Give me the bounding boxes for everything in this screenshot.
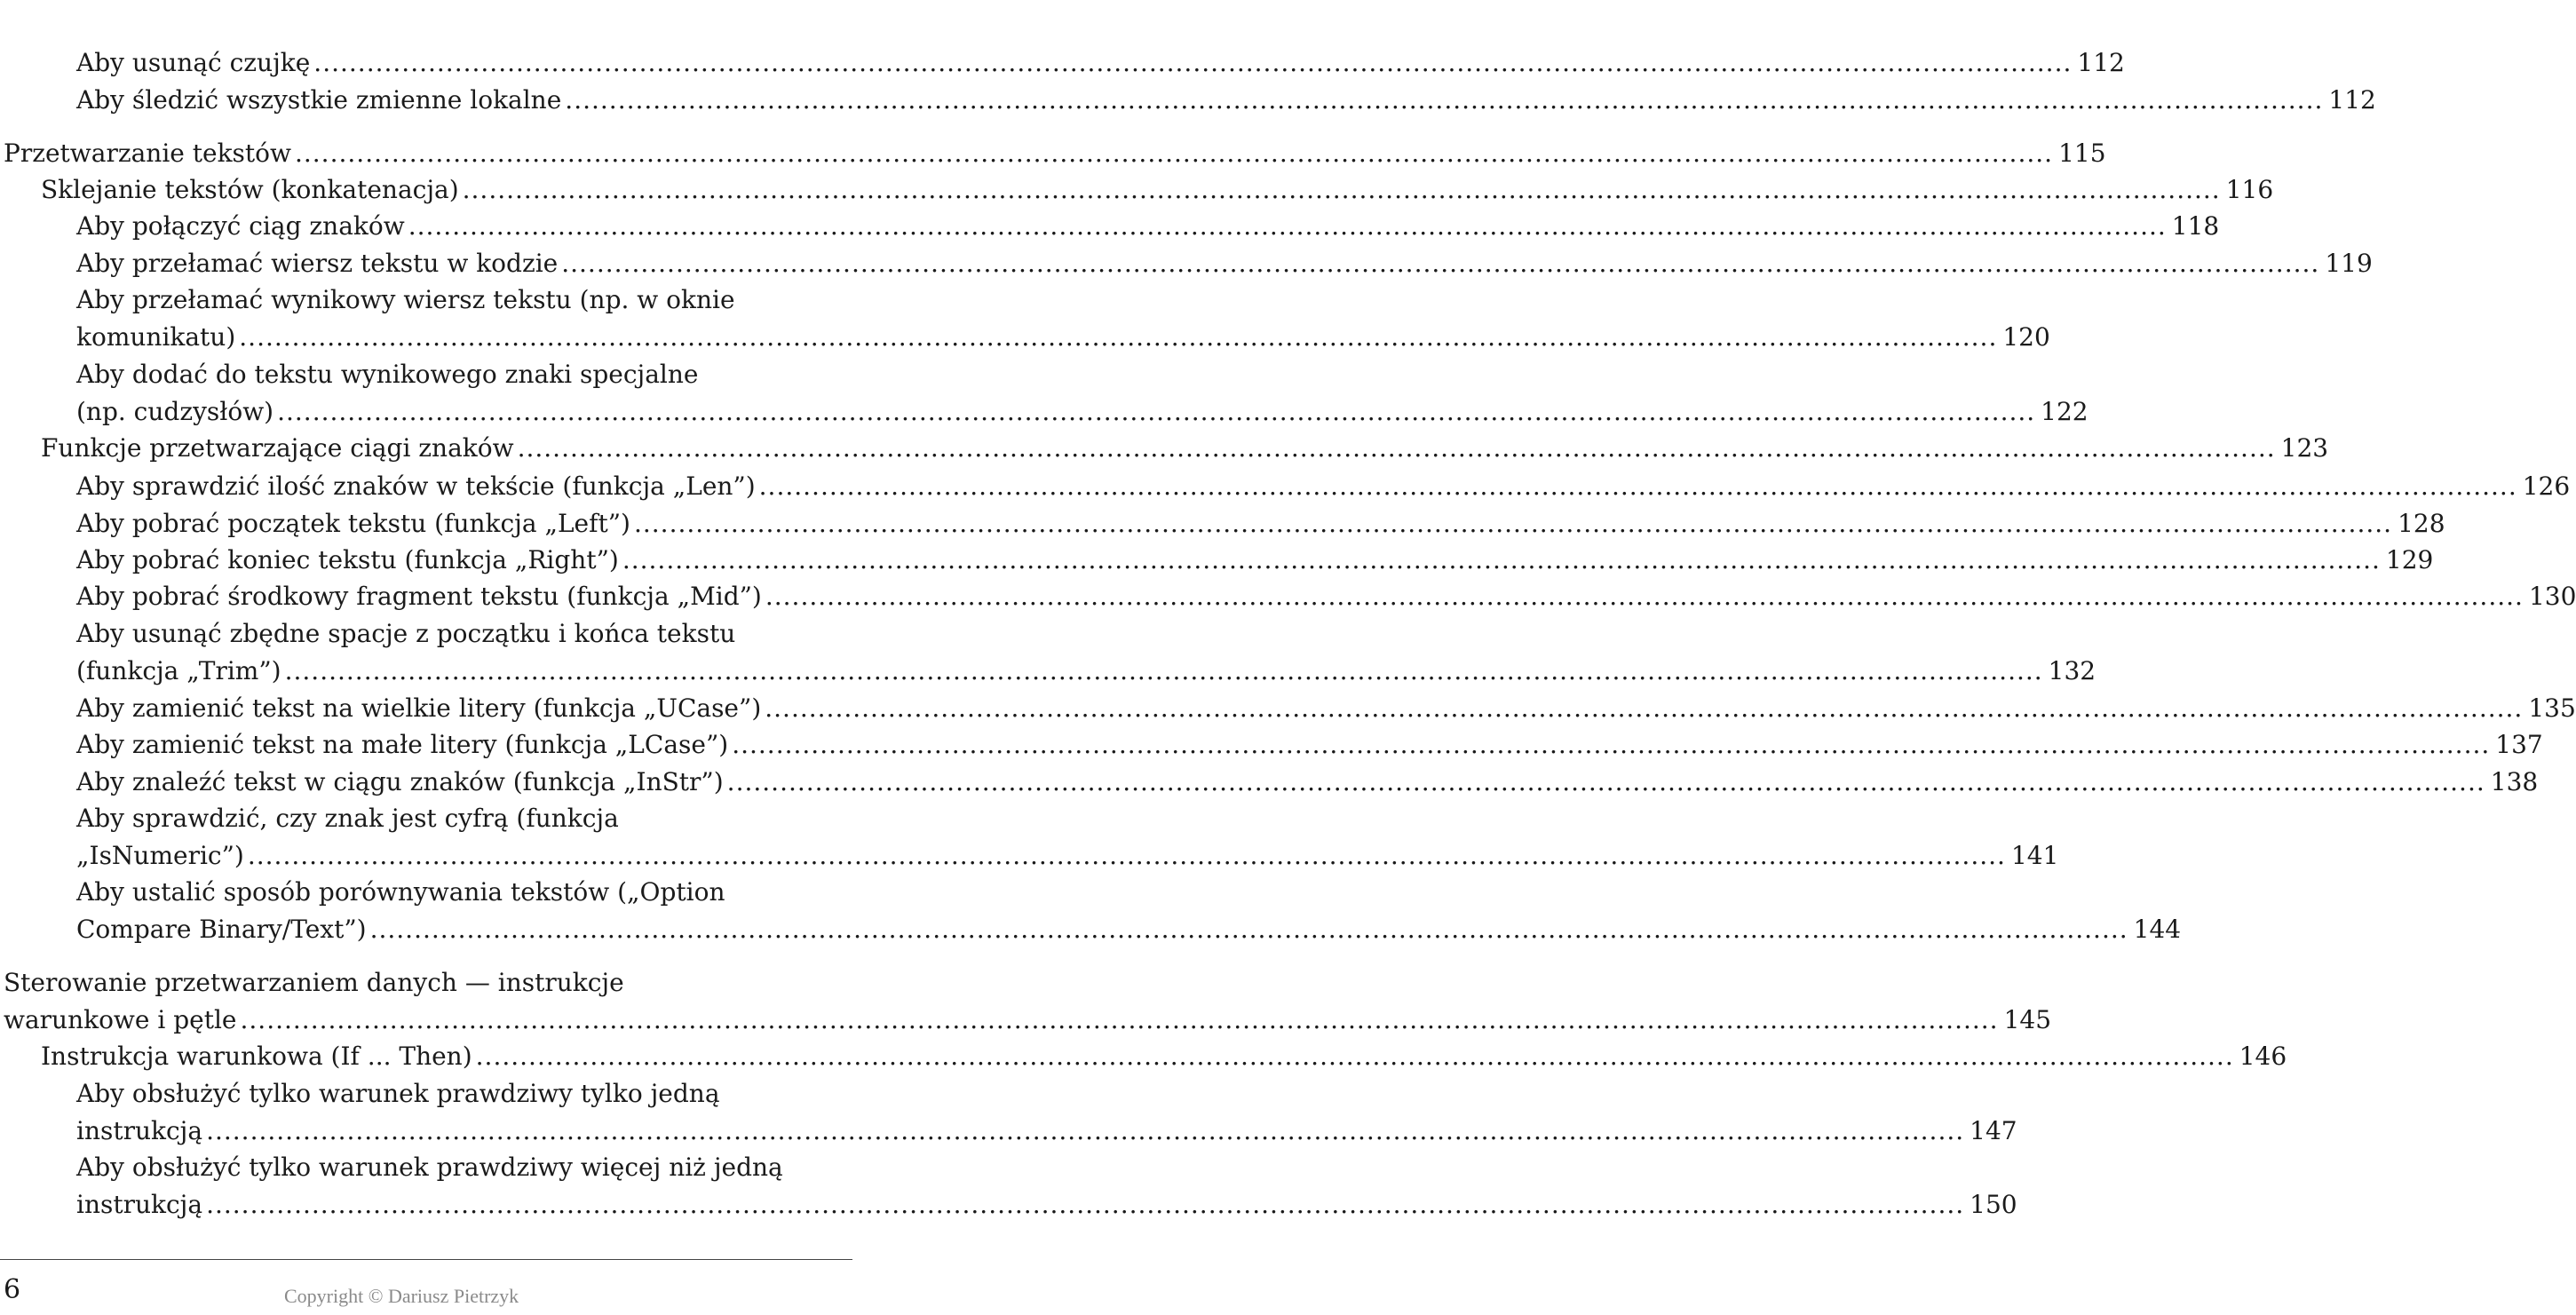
toc-entry[interactable]	[76, 82, 2376, 119]
dot-leader: ........................................................................................................................................................................................................	[239, 321, 1998, 352]
toc-entry[interactable]	[76, 208, 2220, 245]
toc-entry-page: 120	[2002, 321, 2050, 352]
toc-entry-title: Aby przełamać wiersz tekstu w kodzie	[76, 249, 559, 278]
toc-entry[interactable]	[76, 468, 2571, 505]
toc-entry-title: komunikatu)	[76, 321, 236, 352]
toc-entry-title: (funkcja „Trim”)	[76, 655, 281, 685]
toc-entry-title: Funkcje przetwarzające ciągi znaków	[41, 433, 514, 463]
toc-entry-page: 141	[2010, 840, 2059, 870]
toc-entry-page: 112	[2077, 48, 2125, 77]
dot-leader: ........................................................................................................................................................................................................	[561, 249, 2320, 278]
toc-entry-page: 132	[2048, 655, 2096, 685]
toc-entry-title: Aby połączyć ciąg znaków	[76, 211, 405, 241]
toc-entry[interactable]	[76, 1149, 2017, 1223]
toc-entry[interactable]	[76, 44, 2125, 82]
toc-entry[interactable]	[76, 690, 2576, 727]
toc-entry-title: Sklejanie tekstów (konkatenacja)	[41, 175, 459, 204]
toc-entry-title: Instrukcja warunkowa (If ... Then)	[41, 1042, 472, 1071]
toc-entry-title: Aby przełamać wynikowy wiersz tekstu (np. w oknie	[76, 285, 735, 314]
dot-leader: ........................................................................................................................................................................................................	[206, 1115, 1965, 1145]
toc-entry-title: Aby śledzić wszystkie zmienne lokalne	[76, 85, 562, 115]
toc-entry[interactable]	[41, 1038, 2287, 1075]
toc-entry-title: instrukcją	[76, 1189, 203, 1219]
toc-entry-title: (np. cudzysłów)	[76, 396, 274, 426]
toc-entry-title: Compare Binary/Text”)	[76, 914, 367, 944]
dot-leader: ........................................................................................................................................................................................................	[247, 840, 2006, 870]
toc-entry-title: Aby obsłużyć tylko warunek prawdziwy więcej niż jedną	[76, 1153, 783, 1182]
toc-entry-title: Aby sprawdzić, czy znak jest cyfrą (funkcja	[76, 804, 619, 833]
dot-leader: ........................................................................................................................................................................................................	[369, 914, 2128, 944]
toc-entry-page: 129	[2385, 545, 2434, 574]
toc-entry[interactable]	[76, 281, 2050, 355]
toc-entry[interactable]	[76, 505, 2445, 543]
dot-leader: ........................................................................................................................................................................................................	[277, 396, 2036, 426]
toc-entry-page: 123	[2280, 433, 2329, 463]
dot-leader: ........................................................................................................................................................................................................	[408, 211, 2167, 241]
toc-entry-title: Aby pobrać początek tekstu (funkcja „Left”)	[76, 509, 630, 538]
toc-entry[interactable]	[76, 726, 2543, 764]
toc-entry[interactable]	[76, 615, 2096, 689]
dot-leader: ........................................................................................................................................................................................................	[294, 139, 2054, 168]
toc-entry-title: warunkowe i pętle	[4, 1004, 237, 1034]
dot-leader: ........................................................................................................................................................................................................	[517, 433, 2276, 463]
dot-leader: ........................................................................................................................................................................................................	[240, 1004, 1999, 1034]
toc-entry-page: 118	[2171, 211, 2220, 241]
dot-leader: ........................................................................................................................................................................................................	[206, 1189, 1965, 1219]
toc-entry[interactable]	[76, 245, 2373, 282]
toc-entry[interactable]	[76, 1075, 2017, 1149]
toc-entry-page: 144	[2133, 914, 2182, 944]
dot-leader: ........................................................................................................................................................................................................	[284, 655, 2043, 685]
toc-entry-page: 150	[1970, 1189, 2017, 1219]
toc-entry[interactable]	[76, 542, 2434, 579]
toc-entry-title: Aby zamienić tekst na wielkie litery (funkcja „UCase”)	[76, 693, 762, 723]
dot-leader: ........................................................................................................................................................................................................	[758, 471, 2517, 501]
toc-entry-title: Aby znaleźć tekst w ciągu znaków (funkcja „InStr”)	[76, 767, 724, 796]
toc-entry-page: 146	[2239, 1042, 2287, 1071]
toc-entry-page: 119	[2325, 249, 2373, 278]
toc-entry-page: 128	[2398, 509, 2445, 538]
dot-leader: ........................................................................................................................................................................................................	[633, 509, 2393, 538]
toc-entry-page: 122	[2041, 396, 2089, 426]
toc-entry-title: Aby sprawdzić ilość znaków w tekście (funkcja „Len”)	[76, 471, 756, 501]
toc-entry-title: Aby usunąć czujkę	[76, 48, 311, 77]
toc-entry[interactable]	[76, 874, 2182, 947]
toc-entry[interactable]	[76, 764, 2539, 801]
toc-entry-page: 115	[2058, 139, 2106, 168]
toc-entry-title: Aby pobrać środkowy fragment tekstu (funkcja „Mid”)	[76, 582, 762, 611]
toc-entry-page: 126	[2522, 471, 2571, 501]
toc-entry-page: 145	[2003, 1004, 2052, 1034]
toc-entry-page: 112	[2328, 85, 2376, 115]
toc-entry-title: „IsNumeric”)	[76, 840, 244, 870]
toc-entry-title: instrukcją	[76, 1115, 203, 1145]
toc-entry[interactable]	[4, 964, 2052, 1038]
toc-entry[interactable]	[76, 578, 2576, 615]
toc-entry-title: Aby dodać do tekstu wynikowego znaki specjalne	[76, 360, 699, 389]
toc-entry-title: Aby usunąć zbędne spacje z początku i końca tekstu	[76, 619, 736, 648]
toc-entry-page: 147	[1970, 1115, 2017, 1145]
toc-entry[interactable]	[76, 800, 2059, 874]
toc-entry-page: 138	[2490, 767, 2539, 796]
toc-entry-title: Przetwarzanie tekstów	[4, 139, 291, 168]
toc-entry-title: Aby pobrać koniec tekstu (funkcja „Right”)	[76, 545, 619, 574]
toc-entry-title: Aby ustalić sposób porównywania tekstów („Option	[76, 877, 725, 907]
toc-entry[interactable]	[4, 135, 2106, 172]
dot-leader: ........................................................................................................................................................................................................	[726, 767, 2485, 796]
dot-leader: ........................................................................................................................................................................................................	[765, 582, 2524, 611]
dot-leader: ........................................................................................................................................................................................................	[565, 85, 2324, 115]
toc-entry-page: 130	[2528, 582, 2576, 611]
toc-entry-title: Sterowanie przetwarzaniem danych — instrukcje	[4, 968, 624, 997]
toc-entry[interactable]	[76, 356, 2089, 430]
toc-entry-page: 116	[2225, 175, 2274, 204]
toc-entry-page: 137	[2495, 730, 2543, 759]
page-number: 6	[4, 1274, 21, 1305]
toc-entry-page: 135	[2528, 693, 2576, 723]
toc-entry-title: Aby obsłużyć tylko warunek prawdziwy tylko jedną	[76, 1079, 720, 1108]
copyright-notice: Copyright © Dariusz Pietrzyk	[284, 1285, 519, 1307]
dot-leader: ........................................................................................................................................................................................................	[732, 730, 2491, 759]
dot-leader: ........................................................................................................................................................................................................	[765, 693, 2524, 723]
toc-entry[interactable]	[41, 171, 2274, 209]
toc-entry-title: Aby zamienić tekst na małe litery (funkcja „LCase”)	[76, 730, 729, 759]
dot-leader: ........................................................................................................................................................................................................	[313, 48, 2073, 77]
toc-entry[interactable]	[41, 430, 2329, 467]
dot-leader: ........................................................................................................................................................................................................	[475, 1042, 2234, 1071]
page-footer	[0, 1259, 852, 1315]
dot-leader: ........................................................................................................................................................................................................	[622, 545, 2381, 574]
dot-leader: ........................................................................................................................................................................................................	[462, 175, 2221, 204]
